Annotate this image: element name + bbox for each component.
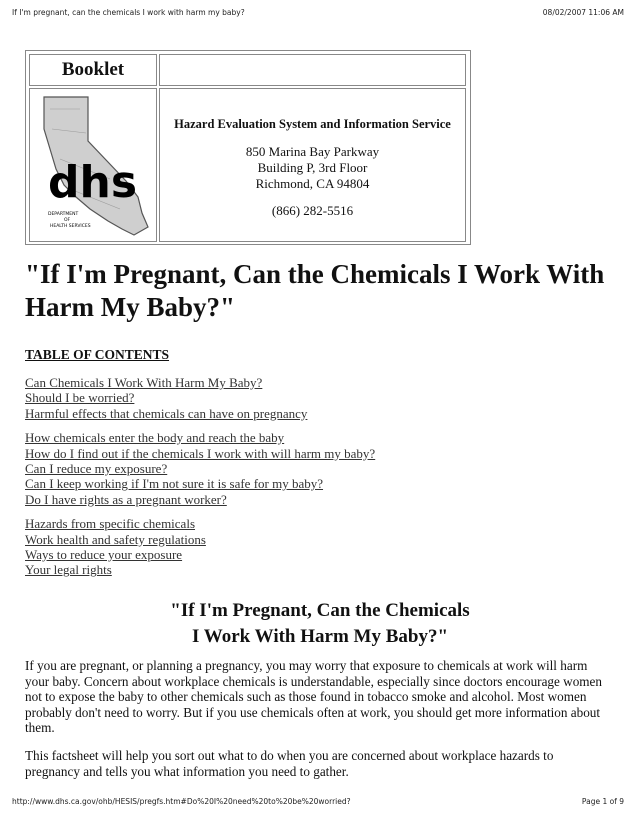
booklet-label: Booklet bbox=[29, 54, 157, 86]
page-number: Page 1 of 9 bbox=[581, 797, 624, 806]
toc-link[interactable]: Work health and safety regulations bbox=[25, 531, 206, 547]
logo-caption-2: OF bbox=[64, 218, 71, 223]
org-name: Hazard Evaluation System and Information Service bbox=[174, 117, 451, 131]
toc-link[interactable]: Harmful effects that chemicals can have on pregnancy bbox=[25, 405, 308, 421]
logo-caption-3: HEALTH SERVICES bbox=[50, 224, 91, 229]
toc-link[interactable]: Can I reduce my exposure? bbox=[25, 461, 168, 477]
intro-paragraph: If you are pregnant, or planning a pregnancy, you may worry that exposure to chemicals at work will harm your baby. Concern about workplace chemicals is understandable, especially since doctors encourage women not to expose the baby to other chemicals such as those found in tobacco smoke and alcohol. Most women probably don't need to worry. But if you use chemicals often at work, you should get more information about them. bbox=[25, 658, 602, 735]
toc-link[interactable]: Do I have rights as a pregnant worker? bbox=[25, 491, 227, 507]
toc-link[interactable]: Can I keep working if I'm not sure it is safe for my baby? bbox=[25, 476, 324, 492]
section-heading-line: "If I'm Pregnant, Can the Chemicals bbox=[170, 600, 470, 621]
header-datetime: 08/02/2007 11:06 AM bbox=[542, 8, 624, 17]
address-line: 850 Marina Bay Parkway bbox=[245, 144, 380, 159]
toc-link[interactable]: Ways to reduce your exposure bbox=[25, 547, 183, 563]
logo-caption-1: DEPARTMENT bbox=[48, 212, 79, 217]
purpose-paragraph: This factsheet will help you sort out what to do when you are concerned about workplace hazards to pregnancy and tells you what information you need to gather. bbox=[25, 748, 554, 779]
toc-link[interactable]: Should I be worried? bbox=[25, 390, 135, 406]
dhs-logo bbox=[29, 88, 157, 242]
toc-heading: TABLE OF CONTENTS bbox=[25, 347, 170, 362]
page-title: "If I'm Pregnant, Can the Chemicals I Work With Harm My Baby?" bbox=[25, 259, 605, 322]
phone: (866) 282-5516 bbox=[271, 203, 354, 218]
section-heading-line: I Work With Harm My Baby?" bbox=[192, 626, 448, 647]
address bbox=[160, 144, 465, 192]
address-line: Richmond, CA 94804 bbox=[255, 176, 370, 191]
toc-link[interactable]: Your legal rights bbox=[25, 562, 112, 578]
header-title: If I'm pregnant, can the chemicals I work with harm my baby? bbox=[12, 8, 245, 17]
address-line: Building P, 3rd Floor bbox=[257, 160, 368, 175]
section-heading bbox=[90, 598, 550, 650]
header-table bbox=[25, 50, 471, 245]
footer-url: http://www.dhs.ca.gov/ohb/HESIS/pregfs.htm#Do%20I%20need%20to%20be%20worried? bbox=[12, 797, 351, 806]
print-footer bbox=[12, 797, 624, 806]
contact-info bbox=[159, 88, 466, 242]
toc-link[interactable]: Hazards from specific chemicals bbox=[25, 516, 196, 532]
empty-cell bbox=[159, 54, 466, 86]
toc-link[interactable]: How do I find out if the chemicals I work with will harm my baby? bbox=[25, 445, 376, 461]
california-map-icon bbox=[30, 89, 156, 241]
logo-text: dhs bbox=[48, 157, 138, 208]
toc-link[interactable]: Can Chemicals I Work With Harm My Baby? bbox=[25, 375, 263, 390]
print-header bbox=[12, 8, 624, 17]
table-of-contents bbox=[25, 375, 625, 578]
toc-link[interactable]: How chemicals enter the body and reach the baby bbox=[25, 430, 285, 446]
